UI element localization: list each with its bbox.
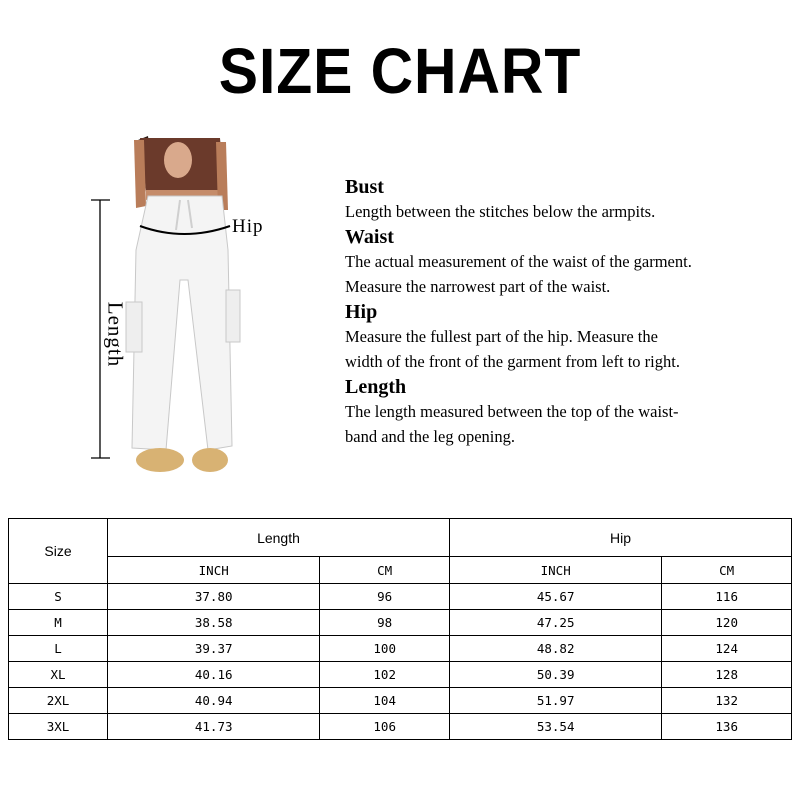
hip-inch-cell: 47.25 bbox=[449, 610, 661, 636]
length-inch-cell: 38.58 bbox=[108, 610, 320, 636]
length-cm-cell: 100 bbox=[320, 636, 450, 662]
definition-term: Hip bbox=[345, 301, 378, 323]
pants-pocket-right bbox=[226, 290, 240, 342]
definition-term: Bust bbox=[345, 176, 384, 198]
model-boot-left bbox=[136, 448, 184, 472]
unit-header: CM bbox=[662, 557, 792, 584]
table-row bbox=[9, 636, 792, 662]
length-cm-cell: 96 bbox=[320, 584, 450, 610]
hip-cm-cell: 124 bbox=[662, 636, 792, 662]
length-label: Length bbox=[103, 301, 128, 368]
definition-text: Measure the fullest part of the hip. Measure the width of the front of the garment from left to right. bbox=[345, 327, 680, 371]
length-inch-cell: 39.37 bbox=[108, 636, 320, 662]
length-cm-cell: 102 bbox=[320, 662, 450, 688]
table-row bbox=[9, 714, 792, 740]
model-arm-left bbox=[134, 140, 146, 208]
hip-inch-cell: 45.67 bbox=[449, 584, 661, 610]
definition-text: The actual measurement of the waist of the garment. Measure the narrowest part of the waist. bbox=[345, 252, 692, 296]
definition-bust bbox=[345, 175, 785, 224]
size-column-header: Size bbox=[9, 519, 108, 584]
length-cm-cell: 106 bbox=[320, 714, 450, 740]
hip-inch-cell: 53.54 bbox=[449, 714, 661, 740]
size-cell: 3XL bbox=[9, 714, 108, 740]
definition-text: The length measured between the top of the waist- band and the leg opening. bbox=[345, 402, 679, 446]
hip-cm-cell: 128 bbox=[662, 662, 792, 688]
unit-header: INCH bbox=[449, 557, 661, 584]
table-row bbox=[9, 584, 792, 610]
model-boot-right bbox=[192, 448, 228, 472]
unit-header: CM bbox=[320, 557, 450, 584]
hip-inch-cell: 50.39 bbox=[449, 662, 661, 688]
hip-label: Hip bbox=[232, 216, 264, 237]
table-row bbox=[9, 688, 792, 714]
definition-hip bbox=[345, 300, 785, 374]
hip-cm-cell: 132 bbox=[662, 688, 792, 714]
table-row bbox=[9, 662, 792, 688]
size-cell: 2XL bbox=[9, 688, 108, 714]
top-graphic bbox=[164, 142, 192, 178]
size-cell: M bbox=[9, 610, 108, 636]
table-row bbox=[9, 610, 792, 636]
hip-cm-cell: 116 bbox=[662, 584, 792, 610]
pants-pocket-left bbox=[126, 302, 142, 352]
hip-cm-cell: 120 bbox=[662, 610, 792, 636]
definition-waist bbox=[345, 225, 785, 299]
length-inch-cell: 40.16 bbox=[108, 662, 320, 688]
size-cell: S bbox=[9, 584, 108, 610]
length-cm-cell: 98 bbox=[320, 610, 450, 636]
length-inch-cell: 41.73 bbox=[108, 714, 320, 740]
size-cell: L bbox=[9, 636, 108, 662]
size-table bbox=[8, 518, 792, 740]
hip-group-header: Hip bbox=[449, 519, 791, 557]
definition-term: Length bbox=[345, 376, 407, 398]
model-figure bbox=[60, 130, 310, 480]
hip-inch-cell: 48.82 bbox=[449, 636, 661, 662]
hip-cm-cell: 136 bbox=[662, 714, 792, 740]
size-cell: XL bbox=[9, 662, 108, 688]
definition-text: Length between the stitches below the armpits. bbox=[345, 202, 656, 221]
definition-length bbox=[345, 375, 785, 449]
definition-term: Waist bbox=[345, 226, 394, 248]
hip-inch-cell: 51.97 bbox=[449, 688, 661, 714]
length-inch-cell: 37.80 bbox=[108, 584, 320, 610]
page-title: SIZE CHART bbox=[218, 35, 582, 107]
length-cm-cell: 104 bbox=[320, 688, 450, 714]
measurement-definitions bbox=[345, 175, 785, 450]
length-inch-cell: 40.94 bbox=[108, 688, 320, 714]
length-group-header: Length bbox=[108, 519, 450, 557]
unit-header: INCH bbox=[108, 557, 320, 584]
